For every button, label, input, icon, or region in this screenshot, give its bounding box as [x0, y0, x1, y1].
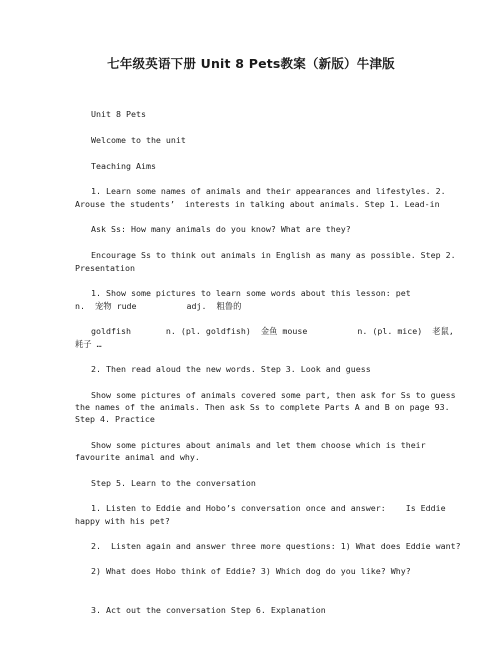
text-line: 1. Listen to Eddie and Hobo’s conversation once and answer: Is Eddie [91, 503, 446, 513]
text-line: 1. Learn some names of animals and their appearances and lifestyles. 2. [91, 186, 446, 196]
text-line: 1. Show some pictures to learn some words about this lesson: pet [91, 288, 411, 298]
text-line: the names of the animals. Then ask Ss to complete Parts A and B on page 93. [75, 402, 450, 412]
text-line: Presentation [75, 263, 135, 273]
text-line: Step 4. Practice [75, 414, 155, 424]
text-line: favourite animal and why. [75, 452, 200, 462]
text-line-teaching-aims: Teaching Aims [91, 161, 156, 171]
document-title: 七年级英语下册 Unit 8 Pets教案（新版）牛津版 [107, 56, 395, 71]
text-line: 3. Act out the conversation Step 6. Explanation [91, 605, 326, 615]
text-line: n. 宠物 rude adj. 粗鲁的 [75, 301, 242, 311]
text-line-welcome: Welcome to the unit [91, 135, 186, 145]
text-line: Show some pictures about animals and let them choose which is their [91, 440, 426, 450]
text-line: Encourage Ss to think out animals in English as many as possible. Step 2. [91, 250, 456, 260]
text-line: Show some pictures of animals covered some part, then ask for Ss to guess [91, 390, 456, 400]
text-line: Ask Ss: How many animals do you know? What are they? [91, 224, 351, 234]
text-line: 2. Then read aloud the new words. Step 3. Look and guess [91, 364, 371, 374]
text-line: 耗子 … [75, 339, 102, 349]
text-line: 2. Listen again and answer three more questions: 1) What does Eddie want? [91, 541, 461, 551]
text-line: goldfish n. (pl. goldfish) 金鱼 mouse n. (pl. mice) 老鼠, [91, 326, 454, 336]
text-line: Step 5. Learn to the conversation [91, 478, 256, 488]
text-line: Arouse the students’ interests in talking about animals. Step 1. Lead-in [75, 199, 440, 209]
text-line: 2) What does Hobo think of Eddie? 3) Which dog do you like? Why? [91, 566, 411, 576]
text-line: happy with his pet? [75, 516, 170, 526]
text-line-unit-title: Unit 8 Pets [91, 109, 146, 119]
